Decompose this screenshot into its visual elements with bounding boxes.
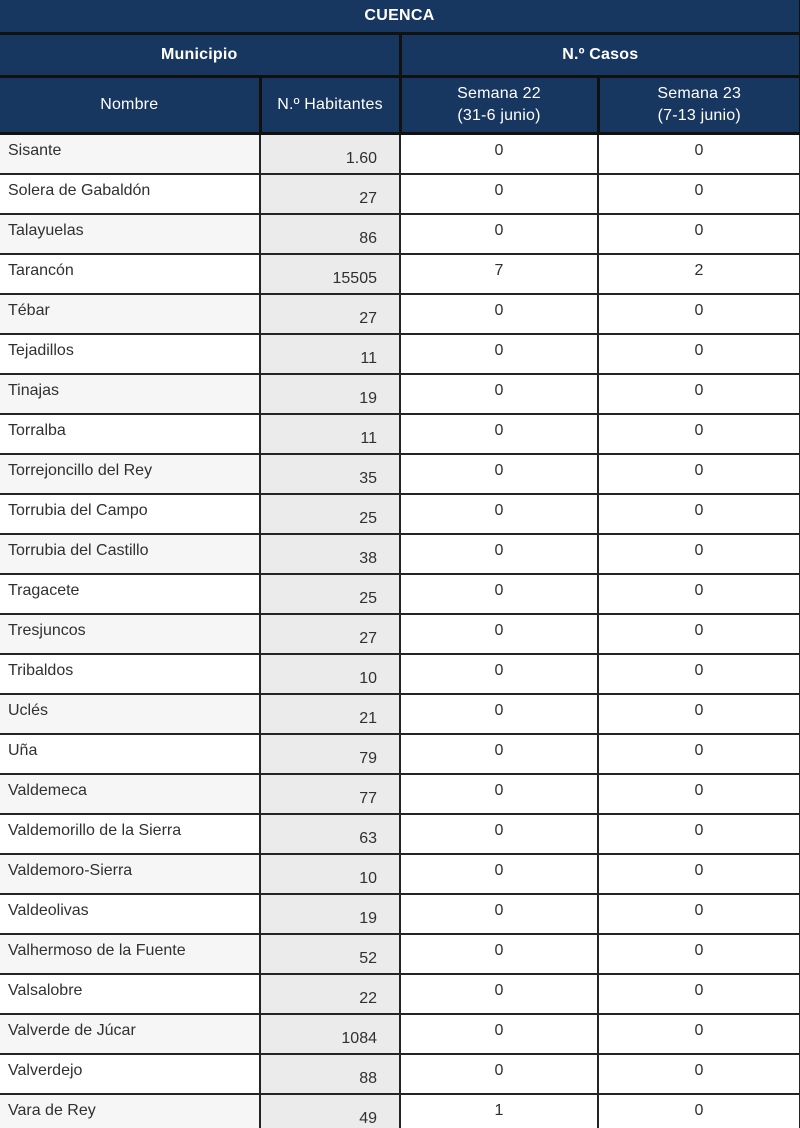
table-title-row (0, 0, 800, 34)
semana22-value-cell: 0 (400, 894, 598, 934)
habitantes-cell: 15505 (260, 254, 400, 294)
semana22-value-cell: 0 (400, 334, 598, 374)
habitantes-cell: 11 (260, 334, 400, 374)
table-row (0, 1014, 800, 1054)
semana23-value-cell: 0 (598, 294, 800, 334)
municipality-name-cell: Valhermoso de la Fuente (0, 934, 260, 974)
habitantes-cell: 1.60 (260, 134, 400, 174)
semana22-value-cell: 0 (400, 574, 598, 614)
semana22-value-cell: 0 (400, 414, 598, 454)
habitantes-cell: 63 (260, 814, 400, 854)
table-row (0, 1094, 800, 1128)
table-row (0, 494, 800, 534)
table-row (0, 254, 800, 294)
habitantes-cell: 21 (260, 694, 400, 734)
semana23-value-cell: 0 (598, 454, 800, 494)
habitantes-cell: 38 (260, 534, 400, 574)
table-row (0, 574, 800, 614)
municipality-name-cell: Tribaldos (0, 654, 260, 694)
semana23-value-cell: 0 (598, 1094, 800, 1128)
semana23-value-cell: 0 (598, 694, 800, 734)
habitantes-cell: 49 (260, 1094, 400, 1128)
habitantes-cell: 25 (260, 494, 400, 534)
table-row (0, 694, 800, 734)
province-title: CUENCA (0, 0, 800, 34)
column-header-nombre: Nombre (0, 77, 260, 134)
semana23-label: Semana 23 (657, 85, 742, 103)
municipality-name-cell: Solera de Gabaldón (0, 174, 260, 214)
table-row (0, 854, 800, 894)
table-row (0, 974, 800, 1014)
semana23-value-cell: 0 (598, 494, 800, 534)
municipality-name-cell: Sisante (0, 134, 260, 174)
semana23-value-cell: 0 (598, 894, 800, 934)
semana23-value-cell: 0 (598, 614, 800, 654)
municipality-name-cell: Valdemeca (0, 774, 260, 814)
semana22-value-cell: 0 (400, 494, 598, 534)
habitantes-cell: 25 (260, 574, 400, 614)
table-row (0, 734, 800, 774)
municipality-name-cell: Valdemorillo de la Sierra (0, 814, 260, 854)
semana23-value-cell: 0 (598, 814, 800, 854)
semana23-sublabel: (7-13 junio) (657, 107, 741, 124)
semana23-value-cell: 0 (598, 974, 800, 1014)
semana23-value-cell: 0 (598, 374, 800, 414)
municipality-name-cell: Valverdejo (0, 1054, 260, 1094)
semana23-value-cell: 0 (598, 414, 800, 454)
semana23-value-cell: 0 (598, 734, 800, 774)
column-header-semana22 (400, 77, 598, 134)
semana22-value-cell: 1 (400, 1094, 598, 1128)
habitantes-cell: 1084 (260, 1014, 400, 1054)
municipality-name-cell: Tragacete (0, 574, 260, 614)
table-body (0, 134, 800, 1128)
column-header-row (0, 77, 800, 134)
municipality-name-cell: Tinajas (0, 374, 260, 414)
table-row (0, 894, 800, 934)
table-row (0, 454, 800, 494)
municipality-name-cell: Torrejoncillo del Rey (0, 454, 260, 494)
habitantes-cell: 27 (260, 174, 400, 214)
municipality-name-cell: Valdeolivas (0, 894, 260, 934)
habitantes-cell: 79 (260, 734, 400, 774)
semana22-value-cell: 0 (400, 974, 598, 1014)
semana23-value-cell: 0 (598, 1014, 800, 1054)
municipality-name-cell: Talayuelas (0, 214, 260, 254)
semana23-value-cell: 0 (598, 334, 800, 374)
habitantes-cell: 27 (260, 614, 400, 654)
table-row (0, 134, 800, 174)
municipality-name-cell: Uclés (0, 694, 260, 734)
table-row (0, 614, 800, 654)
habitantes-cell: 11 (260, 414, 400, 454)
municipality-name-cell: Valverde de Júcar (0, 1014, 260, 1054)
habitantes-cell: 27 (260, 294, 400, 334)
semana22-label: Semana 22 (457, 85, 541, 103)
group-header-row (0, 34, 800, 77)
semana22-value-cell: 0 (400, 374, 598, 414)
semana23-value-cell: 0 (598, 854, 800, 894)
municipality-name-cell: Tejadillos (0, 334, 260, 374)
semana22-value-cell: 0 (400, 294, 598, 334)
table-row (0, 294, 800, 334)
habitantes-cell: 88 (260, 1054, 400, 1094)
semana22-value-cell: 0 (400, 1014, 598, 1054)
semana23-value-cell: 2 (598, 254, 800, 294)
semana23-value-cell: 0 (598, 534, 800, 574)
municipality-name-cell: Tébar (0, 294, 260, 334)
group-header-casos: N.º Casos (400, 34, 800, 77)
municipality-name-cell: Torrubia del Campo (0, 494, 260, 534)
municipality-name-cell: Uña (0, 734, 260, 774)
habitantes-cell: 52 (260, 934, 400, 974)
semana23-value-cell: 0 (598, 654, 800, 694)
semana22-value-cell: 0 (400, 934, 598, 974)
table-row (0, 214, 800, 254)
column-header-habitantes: N.º Habitantes (260, 77, 400, 134)
semana22-value-cell: 0 (400, 774, 598, 814)
habitantes-cell: 86 (260, 214, 400, 254)
municipality-name-cell: Tarancón (0, 254, 260, 294)
table-row (0, 534, 800, 574)
semana22-sublabel: (31-6 junio) (457, 107, 541, 124)
table-row (0, 414, 800, 454)
table-row (0, 174, 800, 214)
municipality-name-cell: Torrubia del Castillo (0, 534, 260, 574)
table-row (0, 374, 800, 414)
semana23-value-cell: 0 (598, 174, 800, 214)
habitantes-cell: 19 (260, 894, 400, 934)
semana22-value-cell: 0 (400, 134, 598, 174)
semana22-value-cell: 7 (400, 254, 598, 294)
semana22-value-cell: 0 (400, 734, 598, 774)
habitantes-cell: 35 (260, 454, 400, 494)
table-row (0, 654, 800, 694)
table-row (0, 774, 800, 814)
semana22-value-cell: 0 (400, 534, 598, 574)
semana22-value-cell: 0 (400, 654, 598, 694)
group-header-municipio: Municipio (0, 34, 400, 77)
habitantes-cell: 77 (260, 774, 400, 814)
municipality-name-cell: Vara de Rey (0, 1094, 260, 1128)
habitantes-cell: 10 (260, 854, 400, 894)
table-row (0, 1054, 800, 1094)
semana23-value-cell: 0 (598, 134, 800, 174)
semana23-value-cell: 0 (598, 774, 800, 814)
habitantes-cell: 10 (260, 654, 400, 694)
municipality-name-cell: Valsalobre (0, 974, 260, 1014)
semana22-value-cell: 0 (400, 614, 598, 654)
habitantes-cell: 22 (260, 974, 400, 1014)
semana22-value-cell: 0 (400, 214, 598, 254)
semana23-value-cell: 0 (598, 574, 800, 614)
semana22-value-cell: 0 (400, 854, 598, 894)
semana23-value-cell: 0 (598, 214, 800, 254)
table-row (0, 934, 800, 974)
semana22-value-cell: 0 (400, 814, 598, 854)
table-row (0, 334, 800, 374)
semana22-value-cell: 0 (400, 454, 598, 494)
municipality-name-cell: Valdemoro-Sierra (0, 854, 260, 894)
habitantes-cell: 19 (260, 374, 400, 414)
semana22-value-cell: 0 (400, 1054, 598, 1094)
municipality-name-cell: Torralba (0, 414, 260, 454)
semana22-value-cell: 0 (400, 174, 598, 214)
semana23-value-cell: 0 (598, 1054, 800, 1094)
semana22-value-cell: 0 (400, 694, 598, 734)
column-header-semana23 (598, 77, 800, 134)
semana23-value-cell: 0 (598, 934, 800, 974)
municipality-name-cell: Tresjuncos (0, 614, 260, 654)
table-row (0, 814, 800, 854)
